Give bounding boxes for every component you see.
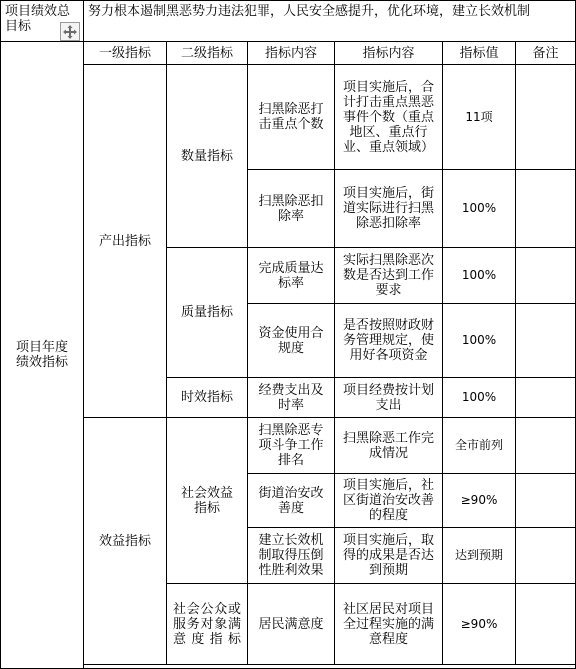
indicator-desc-cell (334, 473, 443, 528)
subgroup-satisfaction: 社会公众或服务对象满意度指标 (173, 601, 241, 647)
indicator-desc-cell (334, 377, 443, 418)
target-text: 努力根本遏制黑恶势力违法犯罪，人民安全感提升，优化环境，建立长效机制 (88, 4, 531, 19)
indicator-desc: 社区居民对项目全过程实施的满意程度 (342, 601, 434, 647)
indicator-value: ≥90% (460, 493, 498, 507)
subgroup-social-cell (166, 417, 248, 584)
indicator-desc-cell (334, 64, 443, 170)
indicator-desc: 是否按照财政财务管理规定，使用好各项资金 (342, 318, 434, 363)
indicator-name-cell (247, 64, 335, 170)
group-benefit-cell (83, 417, 167, 665)
col-header-level1 (83, 41, 167, 65)
table-move-handle[interactable] (60, 22, 80, 41)
indicator-desc-cell (334, 247, 443, 304)
indicator-value: 11项 (465, 109, 493, 124)
indicator-name: 扫黑除恶专项斗争工作排名 (258, 423, 324, 468)
col-header-content-a (247, 41, 335, 65)
indicator-name: 居民满意度 (258, 616, 324, 632)
col-header-value (442, 41, 516, 65)
indicator-remark-cell (515, 169, 576, 248)
subgroup-quantity-cell (166, 64, 248, 248)
subgroup-timeliness: 时效指标 (180, 390, 233, 405)
target-text-cell (83, 0, 576, 42)
indicator-remark-cell (515, 473, 576, 528)
indicator-name-cell (247, 527, 335, 584)
indicator-name-cell (247, 417, 335, 474)
indicator-desc: 项目实施后，社区街道治安改善的程度 (342, 478, 434, 523)
indicator-value-cell (442, 247, 516, 304)
indicator-desc-cell (334, 583, 443, 665)
move-icon (62, 24, 78, 40)
indicator-name-cell (247, 377, 335, 418)
subgroup-social: 社会效益指标 (180, 485, 233, 516)
indicator-value: 100% (461, 201, 497, 215)
indicator-name-cell (247, 169, 335, 248)
group-output: 产出指标 (98, 233, 151, 249)
indicator-desc-cell (334, 417, 443, 474)
indicator-name: 街道治安改善度 (258, 485, 324, 516)
indicator-value: 100% (461, 333, 497, 347)
indicator-value-cell (442, 377, 516, 418)
indicator-value-cell (442, 583, 516, 665)
indicator-remark-cell (515, 377, 576, 418)
indicator-remark-cell (515, 303, 576, 378)
indicator-name: 扫黑除恶打击重点个数 (258, 102, 324, 132)
year-indicator-label: 项目年度绩效指标 (15, 340, 68, 370)
col-header-content-a-text: 指标内容 (264, 45, 317, 61)
indicator-name: 资金使用合规度 (258, 325, 324, 356)
col-header-content-b (334, 41, 443, 65)
indicator-desc: 项目经费按计划支出 (342, 382, 434, 413)
indicator-value: 达到预期 (454, 548, 503, 562)
indicator-desc: 项目实施后，合计打击重点黑恶事件个数（重点地区、重点行业、重点领域） (342, 79, 434, 155)
indicator-desc: 项目实施后，取得的成果是否达到预期 (342, 533, 434, 578)
indicator-value: 100% (461, 390, 497, 404)
col-header-remark-text: 备注 (532, 45, 559, 61)
indicator-name: 扫黑除恶扣除率 (258, 193, 324, 224)
indicator-value: 100% (461, 268, 497, 282)
indicator-name: 建立长效机制取得压倒性胜利效果 (258, 533, 324, 578)
subgroup-quantity: 数量指标 (180, 148, 233, 164)
indicator-remark-cell (515, 583, 576, 665)
subgroup-quality: 质量指标 (180, 305, 233, 320)
indicator-desc-cell (334, 527, 443, 584)
indicator-value-cell (442, 303, 516, 378)
trailing-empty-row (83, 664, 576, 669)
col-header-content-b-text: 指标内容 (362, 45, 415, 61)
indicator-remark-cell (515, 64, 576, 170)
indicator-value: ≥90% (460, 616, 498, 631)
indicator-desc: 实际扫黑除恶次数是否达到工作要求 (342, 253, 434, 298)
indicator-remark-cell (515, 417, 576, 474)
col-header-level2 (166, 41, 248, 65)
col-header-level2-text: 二级指标 (180, 45, 233, 61)
indicator-name-cell (247, 473, 335, 528)
indicator-desc: 项目实施后，街道实际进行扫黑除恶扣除率 (342, 186, 434, 231)
col-header-remark (515, 41, 576, 65)
col-header-level1-text: 一级指标 (98, 45, 151, 61)
indicator-desc-cell (334, 303, 443, 378)
year-indicator-label-cell (0, 41, 84, 669)
indicator-value-cell (442, 169, 516, 248)
indicator-value-cell (442, 417, 516, 474)
indicator-name-cell (247, 247, 335, 304)
group-benefit: 效益指标 (98, 533, 151, 549)
col-header-value-text: 指标值 (459, 45, 499, 61)
target-label: 项目绩效总目标 (5, 4, 71, 34)
indicator-name-cell (247, 303, 335, 378)
subgroup-timeliness-cell (166, 377, 248, 418)
indicator-value-cell (442, 473, 516, 528)
indicator-desc-cell (334, 169, 443, 248)
subgroup-quality-cell (166, 247, 248, 378)
indicator-remark-cell (515, 247, 576, 304)
indicator-name: 经费支出及时率 (258, 382, 324, 413)
subgroup-satisfaction-cell (166, 583, 248, 665)
indicator-name-cell (247, 583, 335, 665)
indicator-desc: 扫黑除恶工作完成情况 (342, 430, 434, 461)
indicator-remark-cell (515, 527, 576, 584)
indicator-value: 全市前列 (454, 438, 503, 452)
group-output-cell (83, 64, 167, 418)
indicator-name: 完成质量达标率 (258, 260, 324, 291)
indicator-value-cell (442, 64, 516, 170)
indicator-value-cell (442, 527, 516, 584)
